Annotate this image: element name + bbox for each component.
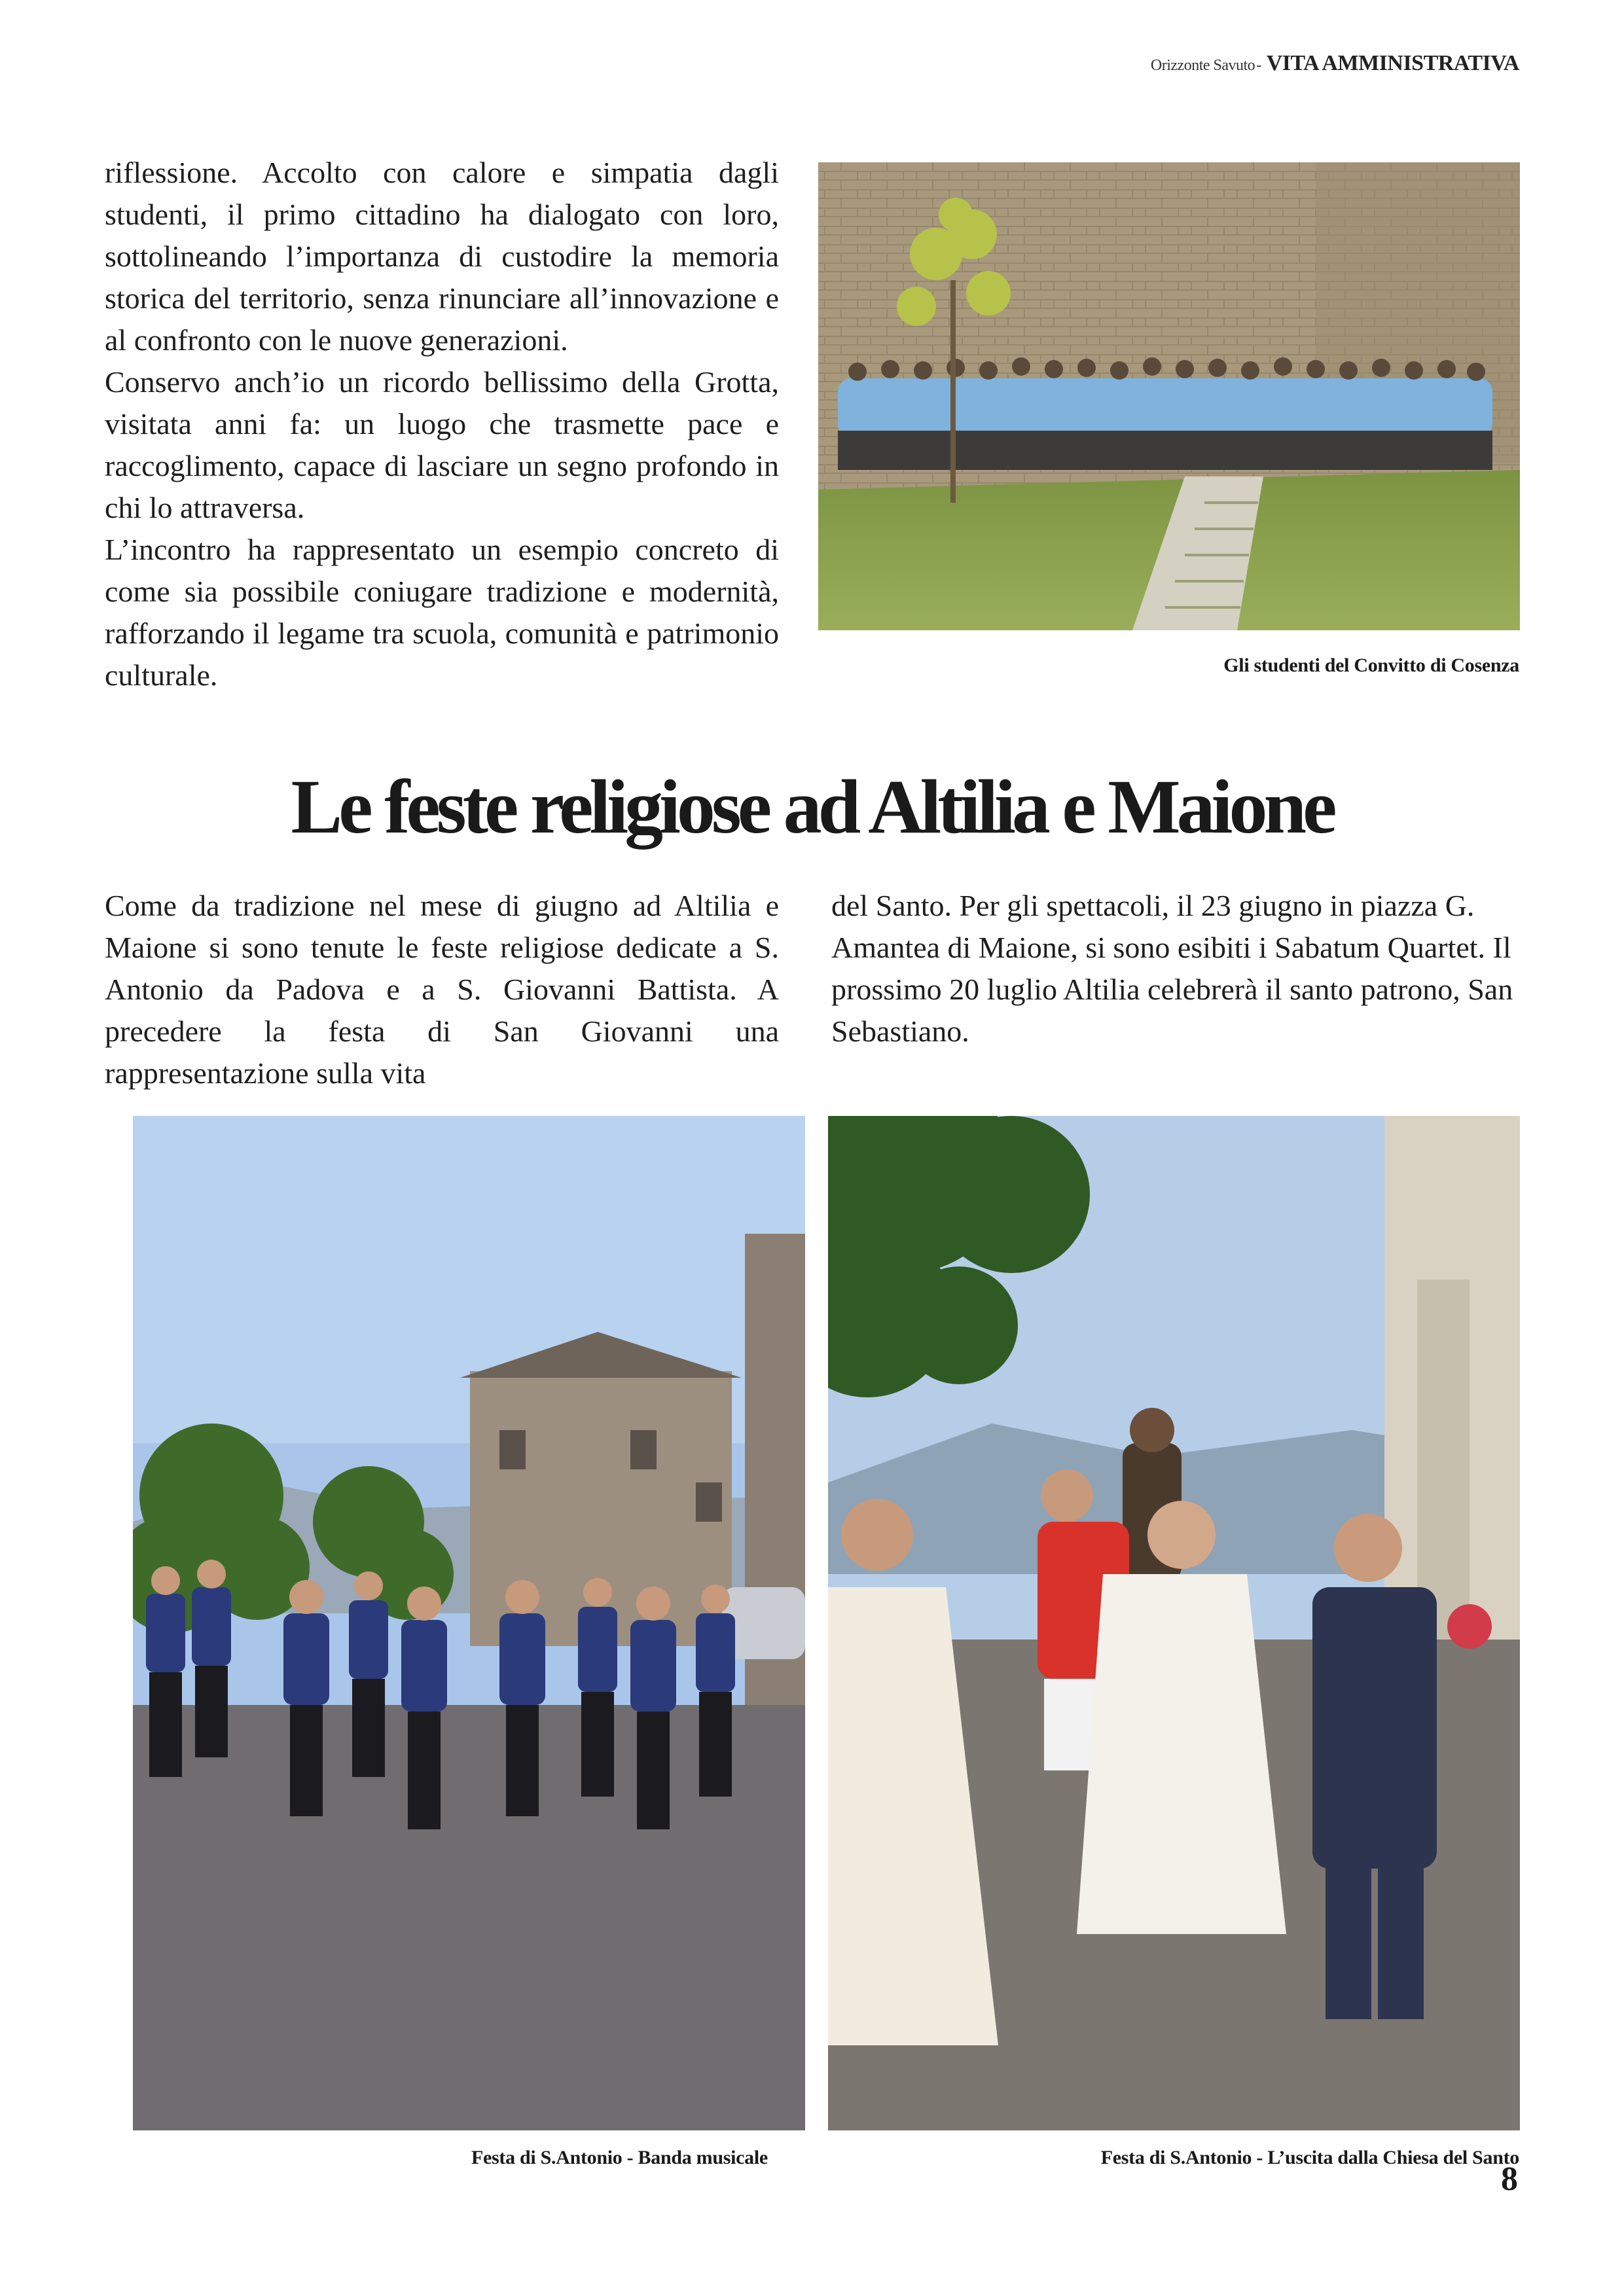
article-title: Le feste religiose ad Altilia e Maione: [291, 764, 1333, 850]
band-photo-illustration: [133, 1116, 805, 2130]
page-header: [1151, 51, 1519, 76]
header-separator: -: [1256, 57, 1261, 74]
paragraph: riflessione. Accolto con calore e simpatia dagli studenti, il primo cittadino ha dialogato con loro, sottolineando l’importanza di custodire la memoria storica del territorio, senza rinunciare all’innovazione e al confronto con le nuove generazioni.: [105, 156, 779, 357]
article-column-left: [105, 885, 779, 1094]
procession-photo-illustration: [828, 1116, 1520, 2130]
students-photo: [818, 162, 1520, 630]
band-photo: [133, 1116, 805, 2130]
paragraph: L’incontro ha rappresentato un esempio concreto di come sia possibile coniugare tradizione e modernità, rafforzando il legame tra scuola, comunità e patrimonio culturale.: [105, 533, 779, 692]
publication-name: Orizzonte Savuto: [1150, 57, 1255, 74]
page-number: 8: [1501, 2161, 1518, 2198]
section-title: VITA AMMINISTRATIVA: [1266, 51, 1519, 75]
students-photo-caption: Gli studenti del Convitto di Cosenza: [1223, 655, 1519, 676]
column-text: Come da tradizione nel mese di giugno ad Altilia e Maione si sono tenute le feste religiose dedicate a S. Antonio da Padova e a S. Giovanni Battista. A precedere la festa di San Giovanni una rappresentazione sulla vita: [105, 889, 779, 1090]
students-photo-illustration: [818, 162, 1520, 630]
article-column-right: [831, 885, 1519, 1052]
article-continuation: [105, 152, 779, 696]
band-photo-caption: Festa di S.Antonio - Banda musicale: [471, 2147, 768, 2168]
paragraph: Conservo anch’io un ricordo bellissimo della Grotta, visitata anni fa: un luogo che trasmette pace e raccoglimento, capace di lasciare un segno profondo in chi lo attraversa.: [105, 365, 779, 524]
column-text: del Santo. Per gli spettacoli, il 23 giugno in piazza G. Amantea di Maione, si sono esibiti i Sabatum Quartet. Il prossimo 20 luglio Altilia celebrerà il santo patrono, San Sebastiano.: [831, 889, 1513, 1048]
procession-photo-caption: Festa di S.Antonio - L’uscita dalla Chiesa del Santo: [1100, 2147, 1519, 2168]
procession-photo: [828, 1116, 1520, 2130]
